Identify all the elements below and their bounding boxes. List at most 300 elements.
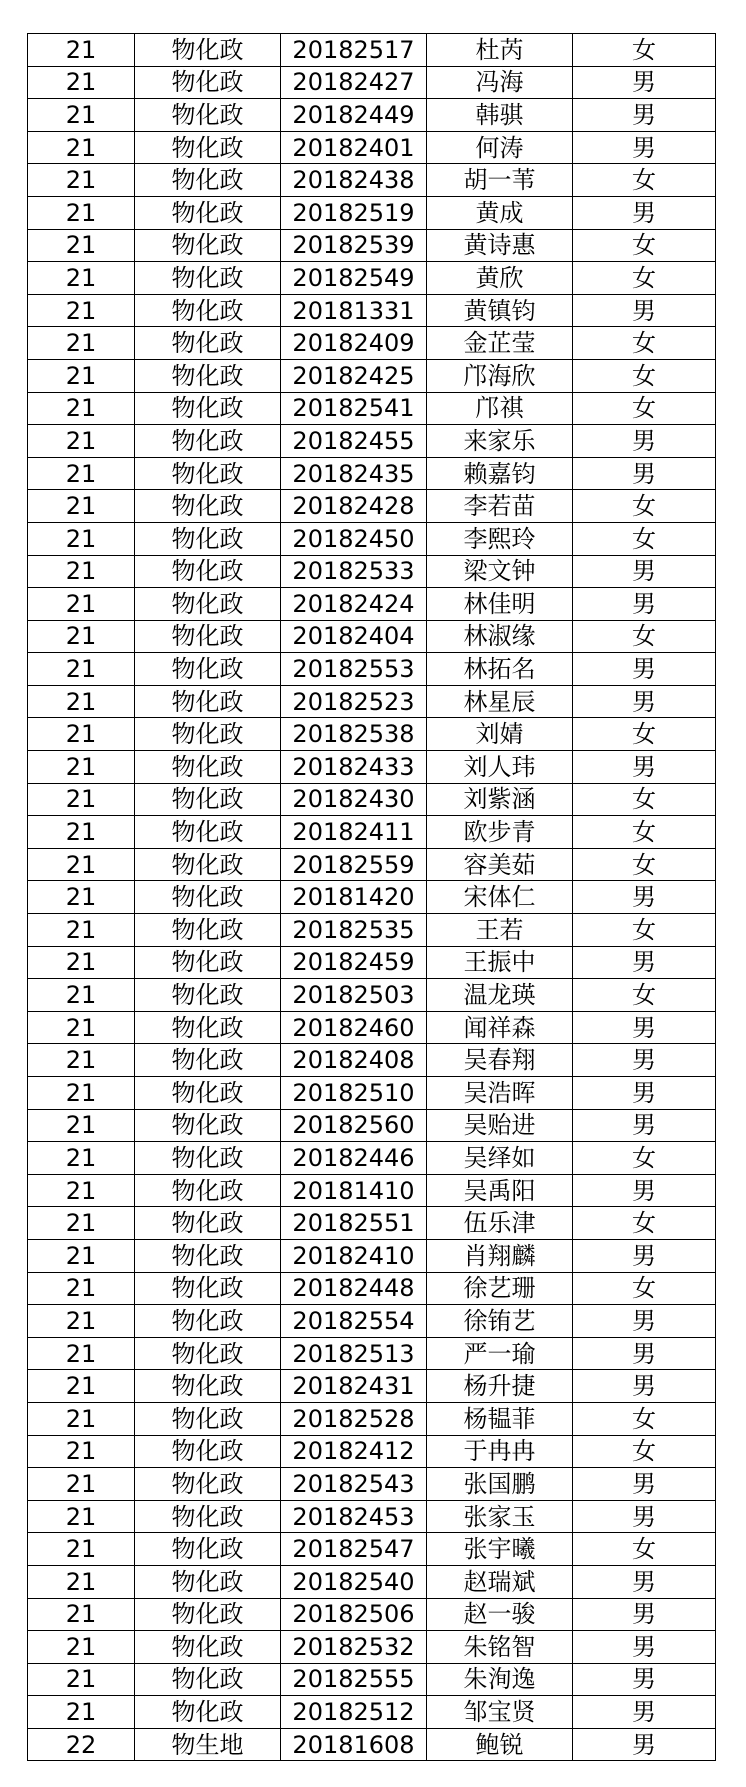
gender-cell: 女 bbox=[573, 783, 716, 816]
class-number-cell: 21 bbox=[28, 1337, 135, 1370]
subject-combo-cell: 物化政 bbox=[135, 1468, 281, 1501]
gender-cell: 男 bbox=[573, 588, 716, 621]
gender-cell: 男 bbox=[573, 1696, 716, 1729]
student-name-cell: 徐铕艺 bbox=[427, 1305, 573, 1338]
gender-cell: 女 bbox=[573, 229, 716, 262]
student-name-cell: 刘婧 bbox=[427, 718, 573, 751]
student-id-cell: 20182424 bbox=[281, 588, 427, 621]
student-name-cell: 李若苗 bbox=[427, 490, 573, 523]
gender-cell: 男 bbox=[573, 1077, 716, 1110]
subject-combo-cell: 物化政 bbox=[135, 164, 281, 197]
student-name-cell: 朱铭智 bbox=[427, 1631, 573, 1664]
gender-cell: 男 bbox=[573, 1044, 716, 1077]
student-id-cell: 20182510 bbox=[281, 1077, 427, 1110]
class-number-cell: 21 bbox=[28, 979, 135, 1012]
gender-cell: 男 bbox=[573, 881, 716, 914]
subject-combo-cell: 物化政 bbox=[135, 359, 281, 392]
subject-combo-cell: 物化政 bbox=[135, 1663, 281, 1696]
gender-cell: 女 bbox=[573, 490, 716, 523]
student-name-cell: 金芷莹 bbox=[427, 327, 573, 360]
subject-combo-cell: 物化政 bbox=[135, 1174, 281, 1207]
subject-combo-cell: 物化政 bbox=[135, 881, 281, 914]
gender-cell: 女 bbox=[573, 1533, 716, 1566]
student-id-cell: 20182404 bbox=[281, 620, 427, 653]
subject-combo-cell: 物化政 bbox=[135, 1500, 281, 1533]
gender-cell: 男 bbox=[573, 946, 716, 979]
class-number-cell: 21 bbox=[28, 1663, 135, 1696]
class-number-cell: 21 bbox=[28, 783, 135, 816]
class-number-cell: 21 bbox=[28, 653, 135, 686]
student-id-cell: 20182435 bbox=[281, 457, 427, 490]
class-number-cell: 21 bbox=[28, 99, 135, 132]
table-row bbox=[28, 1109, 716, 1142]
class-number-cell: 21 bbox=[28, 685, 135, 718]
subject-combo-cell: 物化政 bbox=[135, 327, 281, 360]
class-number-cell: 21 bbox=[28, 522, 135, 555]
student-name-cell: 胡一苇 bbox=[427, 164, 573, 197]
table-row bbox=[28, 327, 716, 360]
table-row bbox=[28, 620, 716, 653]
table-row bbox=[28, 359, 716, 392]
student-id-cell: 20182539 bbox=[281, 229, 427, 262]
student-id-cell: 20182535 bbox=[281, 914, 427, 947]
subject-combo-cell: 物化政 bbox=[135, 457, 281, 490]
student-id-cell: 20182428 bbox=[281, 490, 427, 523]
class-number-cell: 21 bbox=[28, 490, 135, 523]
gender-cell: 女 bbox=[573, 1435, 716, 1468]
subject-combo-cell: 物化政 bbox=[135, 99, 281, 132]
student-name-cell: 林佳明 bbox=[427, 588, 573, 621]
student-id-cell: 20182555 bbox=[281, 1663, 427, 1696]
table-row bbox=[28, 685, 716, 718]
gender-cell: 女 bbox=[573, 262, 716, 295]
student-name-cell: 何涛 bbox=[427, 131, 573, 164]
gender-cell: 男 bbox=[573, 99, 716, 132]
subject-combo-cell: 物化政 bbox=[135, 392, 281, 425]
gender-cell: 男 bbox=[573, 555, 716, 588]
subject-combo-cell: 物化政 bbox=[135, 1435, 281, 1468]
student-name-cell: 黄欣 bbox=[427, 262, 573, 295]
subject-combo-cell: 物化政 bbox=[135, 294, 281, 327]
student-roster-table bbox=[27, 33, 716, 1761]
student-name-cell: 林星辰 bbox=[427, 685, 573, 718]
student-name-cell: 吴禹阳 bbox=[427, 1174, 573, 1207]
student-name-cell: 林淑缘 bbox=[427, 620, 573, 653]
subject-combo-cell: 物化政 bbox=[135, 490, 281, 523]
student-name-cell: 肖翔麟 bbox=[427, 1239, 573, 1272]
gender-cell: 女 bbox=[573, 620, 716, 653]
student-id-cell: 20182547 bbox=[281, 1533, 427, 1566]
student-name-cell: 黄镇钧 bbox=[427, 294, 573, 327]
class-number-cell: 21 bbox=[28, 1109, 135, 1142]
gender-cell: 男 bbox=[573, 1565, 716, 1598]
class-number-cell: 21 bbox=[28, 555, 135, 588]
student-name-cell: 于冉冉 bbox=[427, 1435, 573, 1468]
subject-combo-cell: 物化政 bbox=[135, 131, 281, 164]
student-name-cell: 邝海欣 bbox=[427, 359, 573, 392]
subject-combo-cell: 物化政 bbox=[135, 816, 281, 849]
student-id-cell: 20182503 bbox=[281, 979, 427, 1012]
subject-combo-cell: 物化政 bbox=[135, 1011, 281, 1044]
class-number-cell: 21 bbox=[28, 294, 135, 327]
student-id-cell: 20182538 bbox=[281, 718, 427, 751]
gender-cell: 男 bbox=[573, 1337, 716, 1370]
student-id-cell: 20182506 bbox=[281, 1598, 427, 1631]
class-number-cell: 21 bbox=[28, 66, 135, 99]
student-name-cell: 林拓名 bbox=[427, 653, 573, 686]
class-number-cell: 21 bbox=[28, 1044, 135, 1077]
subject-combo-cell: 物化政 bbox=[135, 1142, 281, 1175]
table-row bbox=[28, 1337, 716, 1370]
gender-cell: 男 bbox=[573, 294, 716, 327]
gender-cell: 男 bbox=[573, 1109, 716, 1142]
gender-cell: 男 bbox=[573, 1468, 716, 1501]
student-id-cell: 20182540 bbox=[281, 1565, 427, 1598]
class-number-cell: 21 bbox=[28, 425, 135, 458]
student-name-cell: 黄诗惠 bbox=[427, 229, 573, 262]
table-row bbox=[28, 783, 716, 816]
subject-combo-cell: 物化政 bbox=[135, 1533, 281, 1566]
gender-cell: 女 bbox=[573, 359, 716, 392]
student-name-cell: 吴绎如 bbox=[427, 1142, 573, 1175]
class-number-cell: 21 bbox=[28, 848, 135, 881]
student-id-cell: 20182559 bbox=[281, 848, 427, 881]
gender-cell: 女 bbox=[573, 1207, 716, 1240]
table-row bbox=[28, 1239, 716, 1272]
table-row bbox=[28, 490, 716, 523]
class-number-cell: 21 bbox=[28, 1402, 135, 1435]
student-id-cell: 20182512 bbox=[281, 1696, 427, 1729]
student-name-cell: 赵瑞斌 bbox=[427, 1565, 573, 1598]
table-row bbox=[28, 979, 716, 1012]
gender-cell: 男 bbox=[573, 1370, 716, 1403]
table-row bbox=[28, 751, 716, 784]
class-number-cell: 21 bbox=[28, 1468, 135, 1501]
subject-combo-cell: 物化政 bbox=[135, 1598, 281, 1631]
student-id-cell: 20182438 bbox=[281, 164, 427, 197]
student-id-cell: 20182554 bbox=[281, 1305, 427, 1338]
gender-cell: 女 bbox=[573, 1402, 716, 1435]
table-row bbox=[28, 1435, 716, 1468]
table-row bbox=[28, 1011, 716, 1044]
student-id-cell: 20182401 bbox=[281, 131, 427, 164]
gender-cell: 女 bbox=[573, 848, 716, 881]
student-id-cell: 20182533 bbox=[281, 555, 427, 588]
table-row bbox=[28, 229, 716, 262]
table-row bbox=[28, 522, 716, 555]
table-row bbox=[28, 99, 716, 132]
table-row bbox=[28, 555, 716, 588]
subject-combo-cell: 物化政 bbox=[135, 229, 281, 262]
gender-cell: 男 bbox=[573, 1239, 716, 1272]
student-name-cell: 容美茹 bbox=[427, 848, 573, 881]
student-name-cell: 吴贻进 bbox=[427, 1109, 573, 1142]
subject-combo-cell: 物化政 bbox=[135, 196, 281, 229]
table-row bbox=[28, 881, 716, 914]
student-id-cell: 20182433 bbox=[281, 751, 427, 784]
subject-combo-cell: 物化政 bbox=[135, 1402, 281, 1435]
student-name-cell: 温龙瑛 bbox=[427, 979, 573, 1012]
student-name-cell: 张国鹏 bbox=[427, 1468, 573, 1501]
student-id-cell: 20182431 bbox=[281, 1370, 427, 1403]
student-name-cell: 刘人玮 bbox=[427, 751, 573, 784]
table-row bbox=[28, 1272, 716, 1305]
class-number-cell: 21 bbox=[28, 718, 135, 751]
table-row bbox=[28, 131, 716, 164]
table-row bbox=[28, 1402, 716, 1435]
table-row bbox=[28, 457, 716, 490]
gender-cell: 男 bbox=[573, 131, 716, 164]
student-id-cell: 20182453 bbox=[281, 1500, 427, 1533]
class-number-cell: 22 bbox=[28, 1728, 135, 1761]
student-id-cell: 20181608 bbox=[281, 1728, 427, 1761]
gender-cell: 女 bbox=[573, 979, 716, 1012]
table-row bbox=[28, 1500, 716, 1533]
student-id-cell: 20182513 bbox=[281, 1337, 427, 1370]
gender-cell: 男 bbox=[573, 1728, 716, 1761]
subject-combo-cell: 物化政 bbox=[135, 620, 281, 653]
class-number-cell: 21 bbox=[28, 751, 135, 784]
student-id-cell: 20182409 bbox=[281, 327, 427, 360]
table-row bbox=[28, 1174, 716, 1207]
student-id-cell: 20182519 bbox=[281, 196, 427, 229]
class-number-cell: 21 bbox=[28, 1011, 135, 1044]
subject-combo-cell: 物化政 bbox=[135, 685, 281, 718]
student-id-cell: 20181420 bbox=[281, 881, 427, 914]
class-number-cell: 21 bbox=[28, 196, 135, 229]
subject-combo-cell: 物化政 bbox=[135, 979, 281, 1012]
class-number-cell: 21 bbox=[28, 229, 135, 262]
class-number-cell: 21 bbox=[28, 1272, 135, 1305]
student-name-cell: 赵一骏 bbox=[427, 1598, 573, 1631]
student-name-cell: 杨升捷 bbox=[427, 1370, 573, 1403]
table-row bbox=[28, 1631, 716, 1664]
student-name-cell: 杨韫菲 bbox=[427, 1402, 573, 1435]
student-id-cell: 20182460 bbox=[281, 1011, 427, 1044]
class-number-cell: 21 bbox=[28, 1631, 135, 1664]
class-number-cell: 21 bbox=[28, 457, 135, 490]
subject-combo-cell: 物化政 bbox=[135, 1631, 281, 1664]
subject-combo-cell: 物化政 bbox=[135, 588, 281, 621]
subject-combo-cell: 物化政 bbox=[135, 1044, 281, 1077]
subject-combo-cell: 物化政 bbox=[135, 914, 281, 947]
student-name-cell: 李熙玲 bbox=[427, 522, 573, 555]
student-id-cell: 20182455 bbox=[281, 425, 427, 458]
student-name-cell: 来家乐 bbox=[427, 425, 573, 458]
student-id-cell: 20182523 bbox=[281, 685, 427, 718]
student-id-cell: 20182528 bbox=[281, 1402, 427, 1435]
student-name-cell: 鲍锐 bbox=[427, 1728, 573, 1761]
class-number-cell: 21 bbox=[28, 1370, 135, 1403]
student-id-cell: 20182410 bbox=[281, 1239, 427, 1272]
class-number-cell: 21 bbox=[28, 881, 135, 914]
student-id-cell: 20181410 bbox=[281, 1174, 427, 1207]
student-id-cell: 20182448 bbox=[281, 1272, 427, 1305]
table-row bbox=[28, 1468, 716, 1501]
roster-body bbox=[28, 34, 716, 1761]
gender-cell: 女 bbox=[573, 522, 716, 555]
student-name-cell: 梁文钟 bbox=[427, 555, 573, 588]
student-name-cell: 吴浩晖 bbox=[427, 1077, 573, 1110]
subject-combo-cell: 物化政 bbox=[135, 262, 281, 295]
class-number-cell: 21 bbox=[28, 588, 135, 621]
student-name-cell: 吴春翔 bbox=[427, 1044, 573, 1077]
class-number-cell: 21 bbox=[28, 1435, 135, 1468]
student-id-cell: 20182553 bbox=[281, 653, 427, 686]
student-name-cell: 杜芮 bbox=[427, 34, 573, 67]
class-number-cell: 21 bbox=[28, 1174, 135, 1207]
subject-combo-cell: 物化政 bbox=[135, 1109, 281, 1142]
gender-cell: 女 bbox=[573, 816, 716, 849]
table-row bbox=[28, 816, 716, 849]
student-name-cell: 徐艺珊 bbox=[427, 1272, 573, 1305]
subject-combo-cell: 物化政 bbox=[135, 653, 281, 686]
student-id-cell: 20182411 bbox=[281, 816, 427, 849]
class-number-cell: 21 bbox=[28, 131, 135, 164]
class-number-cell: 21 bbox=[28, 164, 135, 197]
table-row bbox=[28, 1305, 716, 1338]
gender-cell: 女 bbox=[573, 1142, 716, 1175]
student-id-cell: 20182543 bbox=[281, 1468, 427, 1501]
gender-cell: 男 bbox=[573, 1598, 716, 1631]
gender-cell: 女 bbox=[573, 392, 716, 425]
student-id-cell: 20182450 bbox=[281, 522, 427, 555]
table-row bbox=[28, 164, 716, 197]
student-name-cell: 闻祥森 bbox=[427, 1011, 573, 1044]
student-name-cell: 严一瑜 bbox=[427, 1337, 573, 1370]
student-id-cell: 20182549 bbox=[281, 262, 427, 295]
gender-cell: 女 bbox=[573, 1272, 716, 1305]
table-row bbox=[28, 1370, 716, 1403]
subject-combo-cell: 物化政 bbox=[135, 783, 281, 816]
student-id-cell: 20182560 bbox=[281, 1109, 427, 1142]
student-id-cell: 20182446 bbox=[281, 1142, 427, 1175]
gender-cell: 男 bbox=[573, 425, 716, 458]
gender-cell: 男 bbox=[573, 1500, 716, 1533]
subject-combo-cell: 物化政 bbox=[135, 1305, 281, 1338]
table-row bbox=[28, 1044, 716, 1077]
subject-combo-cell: 物化政 bbox=[135, 1207, 281, 1240]
student-id-cell: 20182449 bbox=[281, 99, 427, 132]
student-id-cell: 20182459 bbox=[281, 946, 427, 979]
gender-cell: 女 bbox=[573, 718, 716, 751]
gender-cell: 女 bbox=[573, 327, 716, 360]
student-name-cell: 邹宝贤 bbox=[427, 1696, 573, 1729]
subject-combo-cell: 物化政 bbox=[135, 751, 281, 784]
class-number-cell: 21 bbox=[28, 1305, 135, 1338]
roster-sheet bbox=[27, 33, 716, 1761]
class-number-cell: 21 bbox=[28, 1598, 135, 1631]
table-row bbox=[28, 425, 716, 458]
student-name-cell: 黄成 bbox=[427, 196, 573, 229]
table-row bbox=[28, 392, 716, 425]
class-number-cell: 21 bbox=[28, 946, 135, 979]
table-row bbox=[28, 1598, 716, 1631]
gender-cell: 男 bbox=[573, 1305, 716, 1338]
subject-combo-cell: 物化政 bbox=[135, 34, 281, 67]
subject-combo-cell: 物化政 bbox=[135, 66, 281, 99]
subject-combo-cell: 物化政 bbox=[135, 848, 281, 881]
class-number-cell: 21 bbox=[28, 327, 135, 360]
gender-cell: 女 bbox=[573, 914, 716, 947]
class-number-cell: 21 bbox=[28, 392, 135, 425]
subject-combo-cell: 物化政 bbox=[135, 1239, 281, 1272]
student-id-cell: 20182430 bbox=[281, 783, 427, 816]
table-row bbox=[28, 914, 716, 947]
student-name-cell: 宋体仁 bbox=[427, 881, 573, 914]
class-number-cell: 21 bbox=[28, 1533, 135, 1566]
student-name-cell: 张家玉 bbox=[427, 1500, 573, 1533]
subject-combo-cell: 物生地 bbox=[135, 1728, 281, 1761]
table-row bbox=[28, 1077, 716, 1110]
subject-combo-cell: 物化政 bbox=[135, 1337, 281, 1370]
table-row bbox=[28, 294, 716, 327]
subject-combo-cell: 物化政 bbox=[135, 1565, 281, 1598]
subject-combo-cell: 物化政 bbox=[135, 946, 281, 979]
table-row bbox=[28, 1696, 716, 1729]
student-id-cell: 20182408 bbox=[281, 1044, 427, 1077]
class-number-cell: 21 bbox=[28, 359, 135, 392]
student-name-cell: 朱洵逸 bbox=[427, 1663, 573, 1696]
class-number-cell: 21 bbox=[28, 816, 135, 849]
gender-cell: 男 bbox=[573, 457, 716, 490]
student-name-cell: 韩骐 bbox=[427, 99, 573, 132]
gender-cell: 男 bbox=[573, 685, 716, 718]
class-number-cell: 21 bbox=[28, 620, 135, 653]
gender-cell: 男 bbox=[573, 196, 716, 229]
student-id-cell: 20182427 bbox=[281, 66, 427, 99]
table-row bbox=[28, 1142, 716, 1175]
gender-cell: 男 bbox=[573, 1663, 716, 1696]
gender-cell: 女 bbox=[573, 34, 716, 67]
student-name-cell: 伍乐津 bbox=[427, 1207, 573, 1240]
student-name-cell: 邝祺 bbox=[427, 392, 573, 425]
subject-combo-cell: 物化政 bbox=[135, 522, 281, 555]
class-number-cell: 21 bbox=[28, 1696, 135, 1729]
subject-combo-cell: 物化政 bbox=[135, 1696, 281, 1729]
table-row bbox=[28, 718, 716, 751]
table-row bbox=[28, 66, 716, 99]
gender-cell: 女 bbox=[573, 164, 716, 197]
gender-cell: 男 bbox=[573, 1011, 716, 1044]
table-row bbox=[28, 196, 716, 229]
student-name-cell: 王振中 bbox=[427, 946, 573, 979]
subject-combo-cell: 物化政 bbox=[135, 1272, 281, 1305]
subject-combo-cell: 物化政 bbox=[135, 1370, 281, 1403]
table-row bbox=[28, 1207, 716, 1240]
class-number-cell: 21 bbox=[28, 34, 135, 67]
student-name-cell: 冯海 bbox=[427, 66, 573, 99]
gender-cell: 男 bbox=[573, 66, 716, 99]
student-id-cell: 20182412 bbox=[281, 1435, 427, 1468]
class-number-cell: 21 bbox=[28, 1142, 135, 1175]
table-row bbox=[28, 946, 716, 979]
table-row bbox=[28, 1663, 716, 1696]
student-id-cell: 20182541 bbox=[281, 392, 427, 425]
subject-combo-cell: 物化政 bbox=[135, 718, 281, 751]
gender-cell: 男 bbox=[573, 1174, 716, 1207]
table-row bbox=[28, 34, 716, 67]
table-row bbox=[28, 653, 716, 686]
gender-cell: 男 bbox=[573, 653, 716, 686]
class-number-cell: 21 bbox=[28, 914, 135, 947]
table-row bbox=[28, 1565, 716, 1598]
table-row bbox=[28, 1533, 716, 1566]
class-number-cell: 21 bbox=[28, 262, 135, 295]
class-number-cell: 21 bbox=[28, 1207, 135, 1240]
class-number-cell: 21 bbox=[28, 1500, 135, 1533]
student-name-cell: 赖嘉钧 bbox=[427, 457, 573, 490]
